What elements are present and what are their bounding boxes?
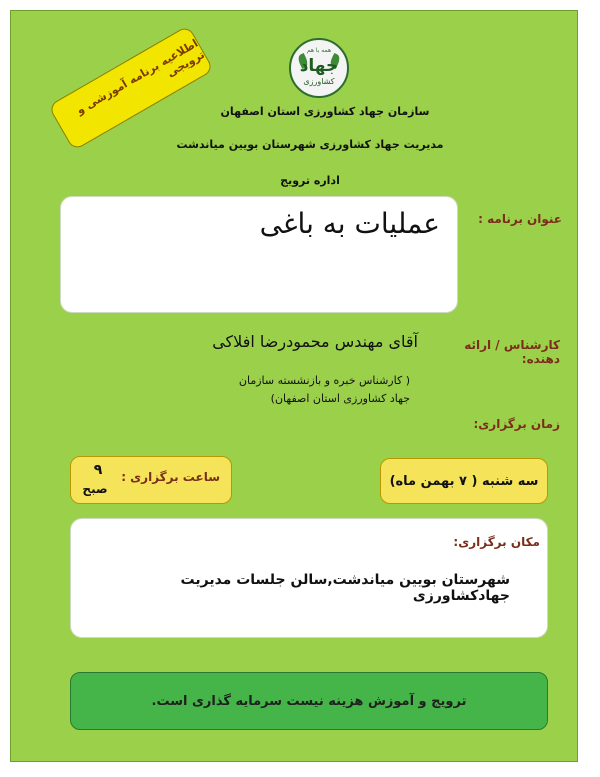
place-address: شهرستان بویین میاندشت,سالن جلسات مدیریت جهادکشاورزی <box>180 572 510 604</box>
presenter-name: آقای مهندس محمودرضا افلاکی <box>212 332 418 351</box>
org-name: سازمان جهاد کشاورزی استان اصفهان <box>220 105 430 118</box>
jahad-logo-seal <box>289 38 349 98</box>
footer-slogan-box <box>70 672 548 730</box>
place-label: مکان برگزاری: <box>453 535 540 549</box>
org-office: اداره ترویج <box>280 174 340 187</box>
event-hour-period: صبح <box>82 482 108 496</box>
footer-slogan: ترویج و آموزش هزینه نیست سرمایه گذاری است. <box>151 693 467 709</box>
org-department: مدیریت جهاد کشاورزی شهرستان بویین میاندشت <box>176 138 444 151</box>
announcement-badge: اطلاعیه برنامه آموزشی و ترویجی <box>48 25 214 151</box>
date-box <box>380 458 548 504</box>
presenter-note: ( کارشناس خبره و بازنشسته سازمان <box>238 374 410 387</box>
time-label: زمان برگزاری: <box>473 417 560 431</box>
event-date: سه شنبه ( ۷ بهمن ماه) <box>389 473 539 489</box>
hour-label: ساعت برگزاری : <box>121 470 220 484</box>
event-hour: ۹ <box>93 462 103 478</box>
program-title-label: عنوان برنامه : <box>478 212 562 226</box>
logo-main-text: جهاد <box>299 56 339 76</box>
program-title: عملیات به باغی <box>259 207 440 240</box>
logo-sub-text: کشاورزی <box>303 77 335 86</box>
presenter-note: جهاد کشاورزی استان اصفهان) <box>270 392 410 405</box>
logo-top-text: همه با هم <box>306 47 332 54</box>
presenter-label: کارشناس / ارائه دهنده: <box>464 338 560 366</box>
